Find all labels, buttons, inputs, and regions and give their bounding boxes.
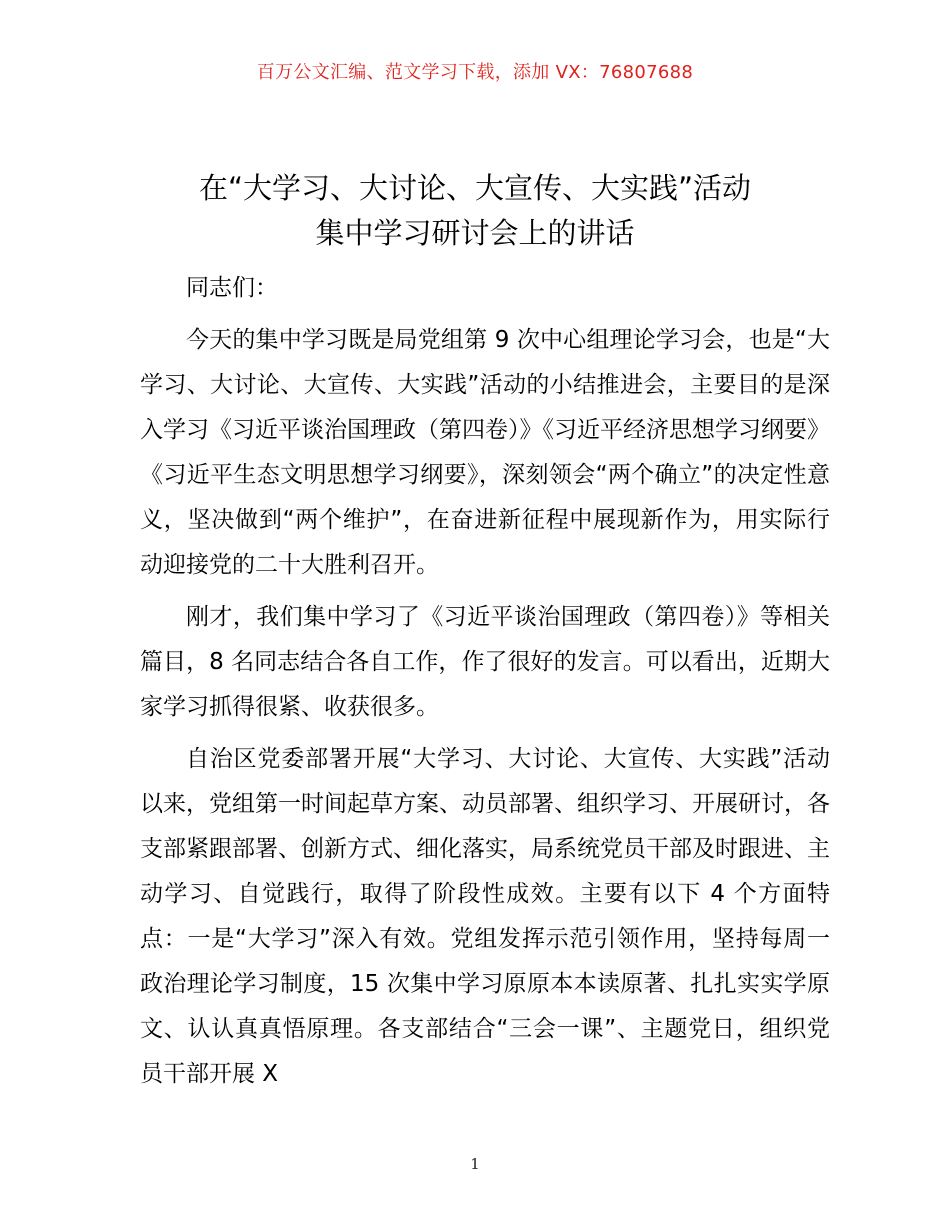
- document-title-line-2: 集中学习研讨会上的讲话: [315, 216, 635, 250]
- paragraph: 今天的集中学习既是局党组第 9 次中心组理论学习会，也是“大学习、大讨论、大宣传、大实践”活动的小结推进会，主要目的是深入学习《习近平谈治国理政（第四卷）》《习近平经济思想学习纲要》《习近平生态文明思想学习纲要》，深刻领会“两个确立”的决定性意义，坚决做到“两个维护”，在奋进新征程中展现新作为，用实际行动迎接党的二十大胜利召开。: [140, 327, 830, 578]
- page-number: 1: [470, 1155, 480, 1173]
- header-banner: 百万公文汇编、范文学习下载，添加 VX：76807688: [256, 62, 694, 83]
- document-body: [140, 266, 830, 1104]
- document-title-line-1: 在“大学习、大讨论、大宣传、大实践”活动: [198, 171, 752, 205]
- paragraph: 自治区党委部署开展“大学习、大讨论、大宣传、大实践”活动以来，党组第一时间起草方案、动员部署、组织学习、开展研讨，各支部紧跟部署、创新方式、细化落实，局系统党员干部及时跟进、主动学习、自觉践行，取得了阶段性成效。主要有以下 4 个方面特点：一是“大学习”深入有效。党组发挥示范引领作用，坚持每周一政治理论学习制度，15 次集中学习原原本本读原著、扎扎实实学原文、认认真真悟原理。各支部结合“三会一课”、主题党日，组织党员干部开展 X: [140, 746, 830, 1087]
- paragraph: 刚才，我们集中学习了《习近平谈治国理政（第四卷）》等相关篇目，8 名同志结合各自工作，作了很好的发言。可以看出，近期大家学习抓得很紧、收获很多。: [140, 604, 830, 720]
- salutation: 同志们：: [186, 275, 278, 301]
